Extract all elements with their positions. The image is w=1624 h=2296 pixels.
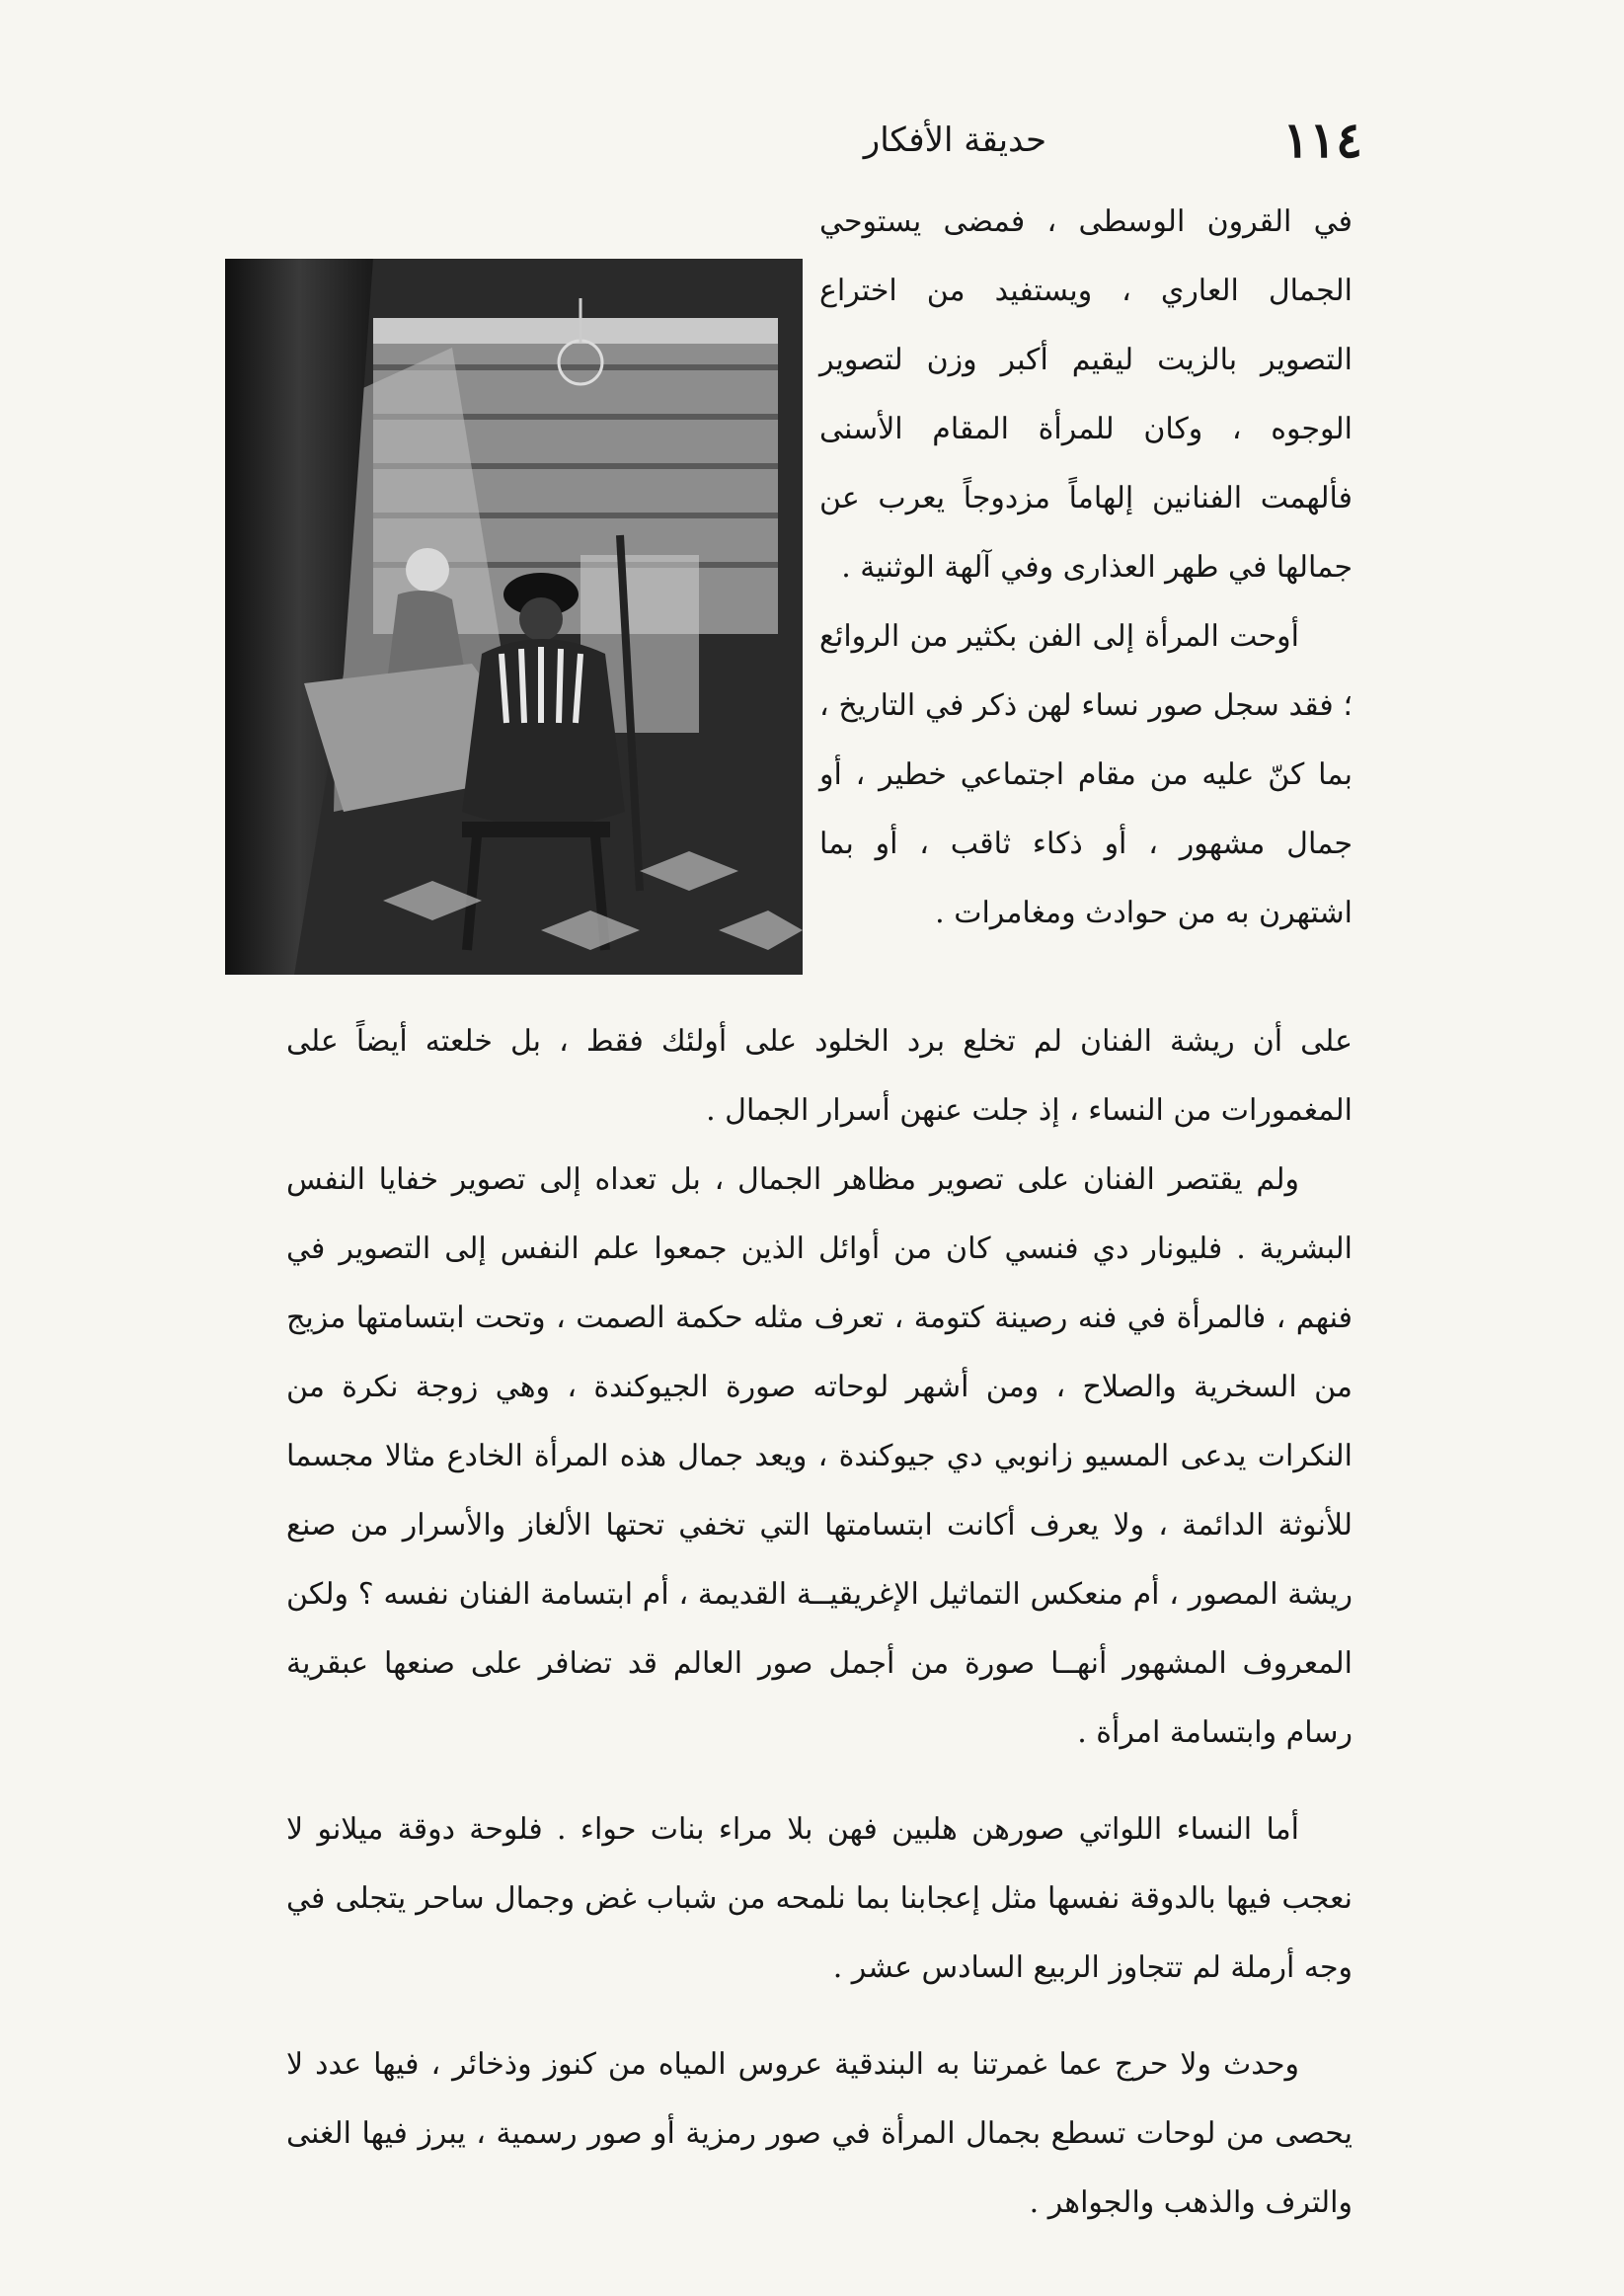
body-text xyxy=(286,1007,1353,2238)
running-title: حديقة الأفكار xyxy=(863,120,1046,160)
page-number: ١١٤ xyxy=(1282,111,1362,169)
painting-illustration xyxy=(225,259,803,975)
paragraph: في القرون الوسطى ، فمضى يستوحي الجمال العاري ، ويستفيد من اختراع التصوير بالزيت ليقيم أكبر وزن لتصوير الوجوه ، وكان للمرأة المقام الأسنى فألهمت الفنانين إلهاماً مزدوجاً يعرب عن جمالها في طهر العذارى وفي آلهة الوثنية . xyxy=(819,204,1353,585)
column-text xyxy=(819,188,1353,948)
painting-artist-icon xyxy=(225,259,803,975)
paragraph: وحدث ولا حرج عما غمرتنا به البندقية عروس المياه من كنوز وذخائر ، فيها عدد لا يحصى من لوحات تسطع بجمال المرأة في صور رمزية أو صور رسمية ، يبرز فيها الغنى والترف والذهب والجواهر . xyxy=(286,2047,1353,2220)
paragraph: على أن ريشة الفنان لم تخلع برد الخلود على أولئك فقط ، بل خلعته أيضاً على المغمورات من النساء ، إذ جلت عنهن أسرار الجمال . xyxy=(286,1024,1353,1128)
paragraph: ولم يقتصر الفنان على تصوير مظاهر الجمال ، بل تعداه إلى تصوير خفايا النفس البشرية . فليونار دي فنسي كان من أوائل الذين جمعوا علم النفس إلى التصوير في فنهم ، فالمرأة في فنه رصينة كتومة ، تعرف مثله حكمة الصمت ، وتحت ابتسامتها مزيج من السخرية والصلاح ، ومن أشهر لوحاته صورة الجيوكندة ، وهي زوجة نكرة من النكرات يدعى المسيو زانوبي دي جيوكندة ، ويعد جمال هذه المرأة الخادع مثالا مجسما للأنوثة الدائمة ، ولا يعرف أكانت ابتسامتها التي تخفي تحتها الألغاز والأسرار من صنع ريشة المصور ، أم منعكس التماثيل الإغريقيــة القديمة ، أم ابتسامة الفنان نفسه ؟ ولكن المعروف المشهور أنهــا صورة من أجمل صور العالم قد تضافر على صنعها عبقرية رسام وابتسامة امرأة . xyxy=(286,1162,1353,1750)
page-header xyxy=(652,111,1362,180)
paragraph: أما النساء اللواتي صورهن هلبين فهن بلا مراء بنات حواء . فلوحة دوقة ميلانو لا نعجب فيها بالدوقة نفسها مثل إعجابنا بما نلمحه من شباب غض وجمال ساحر يتجلى في وجه أرملة لم تتجاوز الربيع السادس عشر . xyxy=(286,1812,1353,1985)
paragraph: أوحت المرأة إلى الفن بكثير من الروائع ؛ فقد سجل صور نساء لهن ذكر في التاريخ ، بما كنّ عليه من مقام اجتماعي خطير ، أو جمال مشهور ، أو ذكاء ثاقب ، أو بما اشتهرن به من حوادث ومغامرات . xyxy=(819,619,1353,930)
